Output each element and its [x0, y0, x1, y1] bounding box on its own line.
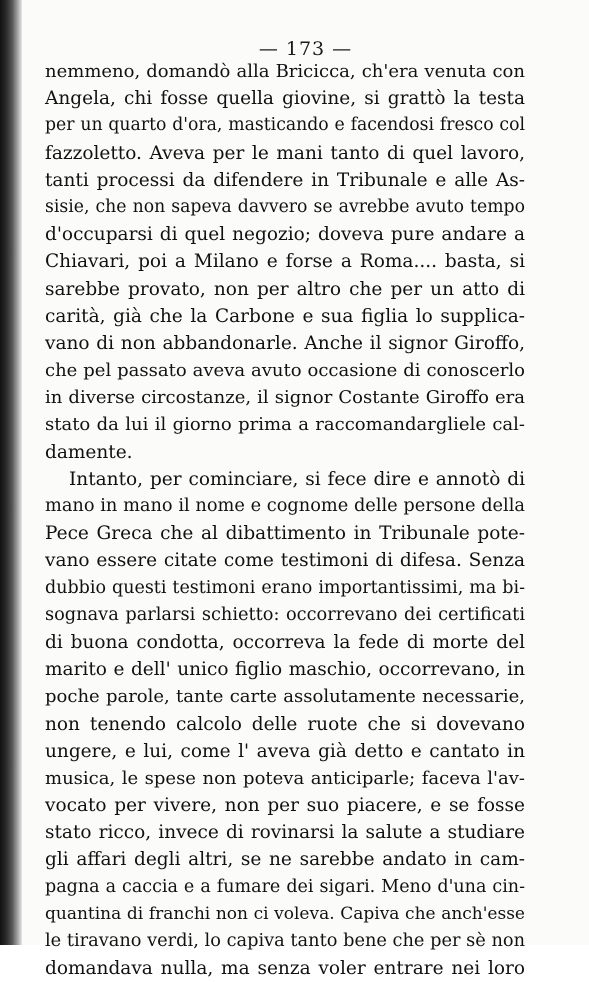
text-line: tanti processi da difendere in Tribunale e alle As- [45, 169, 525, 191]
text-line: fazzoletto. Aveva per le mani tanto di quel lavoro, [45, 142, 525, 164]
text-line: stato ricco, invece di rovinarsi la salute a studiare [45, 822, 525, 844]
text-line: non tenendo calcolo delle ruote che si dovevano [45, 713, 525, 735]
text-line: vocato per vivere, non per suo piacere, e se fosse [45, 795, 525, 817]
text-line: Chiavari, poi a Milano e forse a Roma.... basta, si [45, 251, 525, 273]
text-line: domandava nulla, ma senza voler entrare nei loro [45, 958, 525, 980]
text-line: stato da lui il giorno prima a raccomandargliele cal- [45, 414, 525, 436]
text-line: mano in mano il nome e cognome delle persone della [45, 496, 525, 516]
text-line: sognava parlarsi schietto: occorrevano dei certificati [45, 604, 525, 625]
text-line: sarebbe provato, non per altro che per un atto di [45, 278, 525, 300]
text-line: vano essere citate come testimoni di difesa. Senza [45, 550, 525, 572]
text-line: vano di non abbandonarle. Anche il signor Giroffo, [45, 332, 525, 354]
body-text [45, 58, 525, 982]
text-line: nemmeno, domandò alla Bricicca, ch'era venuta con [45, 61, 525, 82]
text-line: d'occuparsi di quel negozio; doveva pure andare a [45, 224, 525, 246]
text-line: le tiravano verdi, lo capiva tanto bene che per sè non [45, 931, 525, 951]
scan-binding-edge [0, 0, 22, 945]
page-number: — 173 — [258, 38, 353, 60]
text-line: carità, già che la Carbone e sua figlia lo supplica- [45, 305, 525, 327]
text-line: gli affari degli altri, se ne sarebbe andato in cam- [45, 849, 525, 871]
text-line: di buona condotta, occorreva la fede di morte del [45, 631, 525, 653]
text-line: per un quarto d'ora, masticando e facendosi fresco col [45, 115, 525, 136]
text-line: sisie, che non sapeva davvero se avrebbe avuto tempo [45, 196, 525, 217]
text-line: che pel passato aveva avuto occasione di conoscerlo [45, 360, 525, 382]
text-line: poche parole, tante carte assolutamente necessarie, [45, 686, 525, 708]
text-line: quantina di franchi non ci voleva. Capiva che anch'esse [45, 903, 525, 924]
text-line: pagna a caccia e a fumare dei sigari. Meno d'una cin- [45, 876, 525, 897]
paragraph-start-line: Intanto, per cominciare, si fece dire e annotò di [69, 468, 525, 490]
text-line: marito e dell' unico figlio maschio, occorrevano, in [45, 659, 525, 681]
text-line: dubbio questi testimoni erano importantissimi, ma bi- [45, 577, 525, 598]
text-line: in diverse circostanze, il signor Costante Giroffo era [45, 387, 525, 409]
text-line: ungere, e lui, come l' aveva già detto e cantato in [45, 740, 525, 762]
paragraph-end-line: damente. [45, 441, 133, 463]
text-line: Pece Greca che al dibattimento in Tribunale pote- [45, 523, 525, 545]
book-page [22, 0, 589, 980]
text-line: Angela, chi fosse quella giovine, si grattò la testa [45, 88, 525, 110]
text-line: musica, le spese non poteva anticiparle; faceva l'av- [45, 767, 525, 789]
